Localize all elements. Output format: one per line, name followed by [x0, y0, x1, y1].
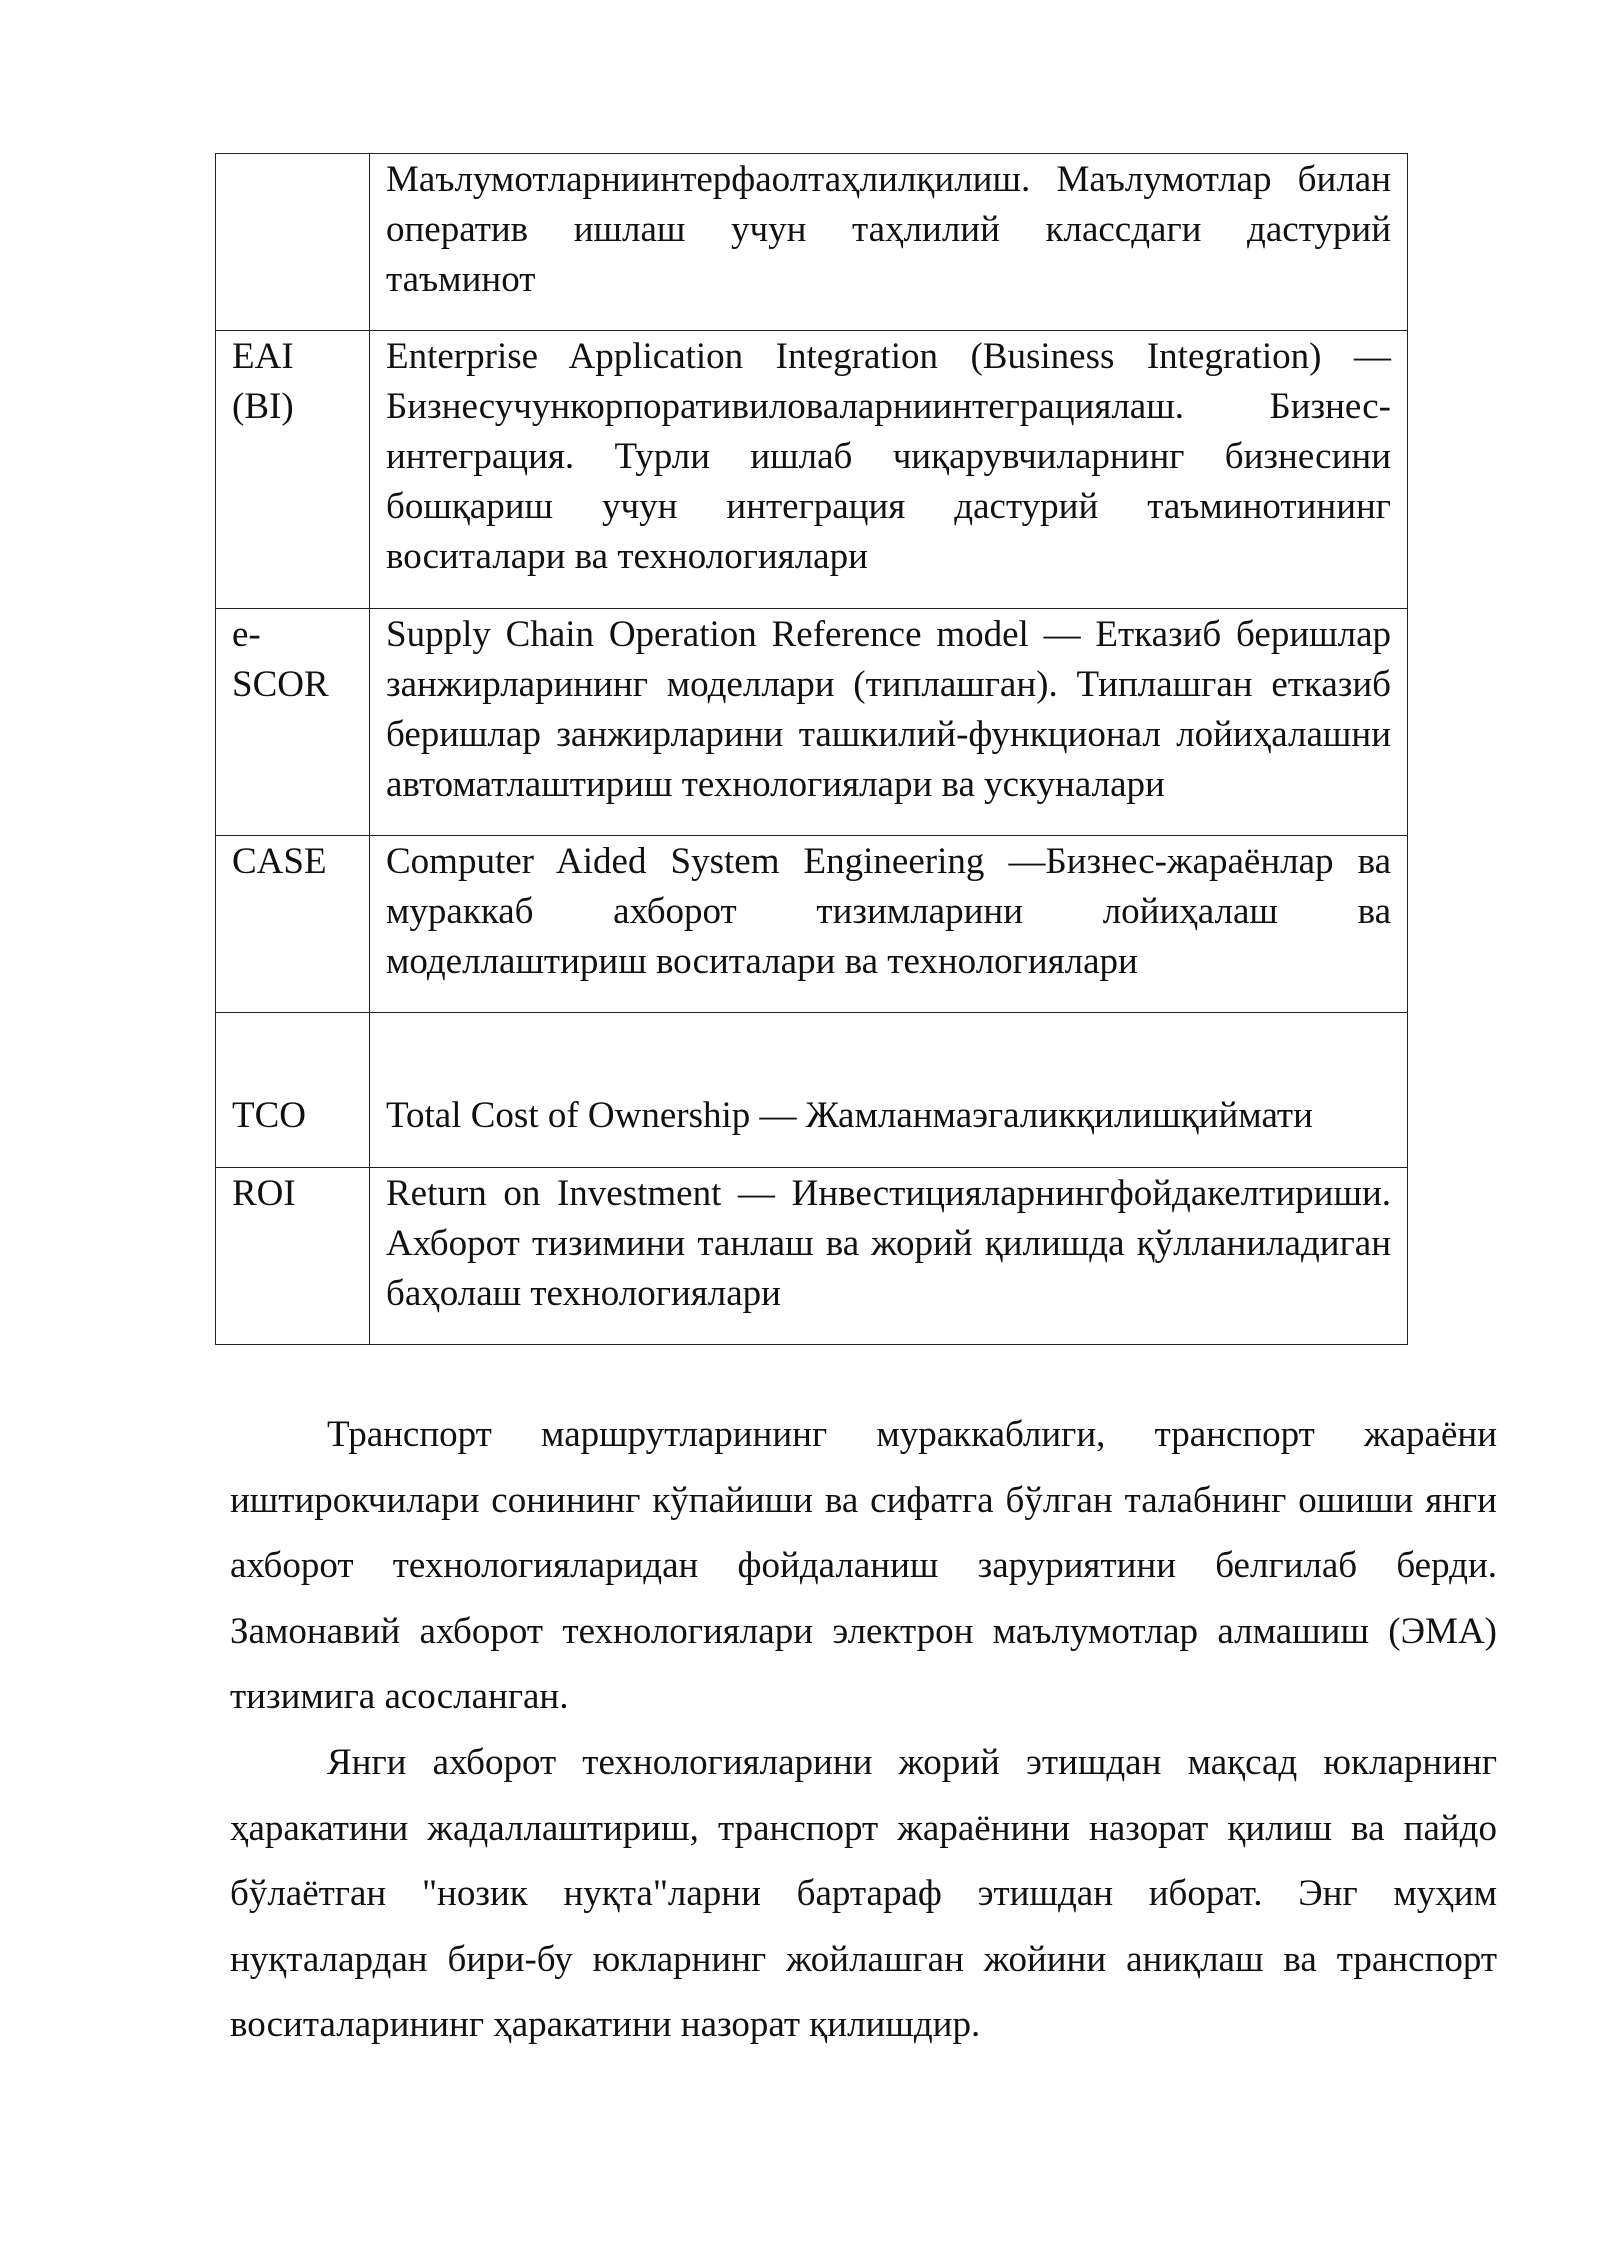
- term-line: EAI: [232, 336, 294, 377]
- table-row: [216, 331, 1408, 609]
- term-line: SCOR: [232, 664, 329, 705]
- definition-line: таъминот: [386, 259, 536, 300]
- term-cell: [216, 331, 370, 609]
- paragraph-line: Транспорт маршрутларининг мураккаблиги, транспорт жараёни: [327, 1414, 1497, 1455]
- paragraph-line: иштирокчилари сонининг кўпайиши ва сифатга бўлган талабнинг ошиши янги: [230, 1479, 1497, 1521]
- term-line: ROI: [232, 1173, 296, 1214]
- paragraph-line: Янги ахборот технологияларини жорий этишдан мақсад юкларнинг: [327, 1742, 1497, 1783]
- table-row: [216, 1013, 1408, 1168]
- glossary-table: [215, 153, 1408, 1345]
- table-row: [216, 609, 1408, 836]
- paragraph-line: тизимига асосланган.: [230, 1676, 569, 1717]
- paragraph-line: бўлаётган "нозик нуқта"ларни бартараф этишдан иборат. Энг муҳим: [230, 1873, 1497, 1914]
- term-cell: [216, 154, 370, 331]
- paragraph-line: ахборот технологияларидан фойдаланиш заруриятини белгилаб берди.: [230, 1545, 1497, 1586]
- definition-line: бошқариш учун интеграция дастурий таъминотининг: [386, 486, 1391, 527]
- definition-line: мураккаб ахборот тизимларини лойиҳалаш ва: [386, 891, 1391, 932]
- term-line: CASE: [232, 841, 327, 882]
- table-row: [216, 154, 1408, 331]
- table-row: [216, 836, 1408, 1013]
- definition-cell: [370, 836, 1408, 1013]
- definition-line: Return on Investment — Инвестицияларнингфойдакелтириши.: [386, 1173, 1391, 1214]
- term-line: (BI): [232, 386, 294, 427]
- definition-line: Computer Aided System Engineering —Бизнес-жараёнлар ва: [386, 841, 1391, 882]
- definition-line: Ахборот тизимини танлаш ва жорий қилишда қўлланиладиган: [386, 1223, 1391, 1264]
- definition-line: Маълумотларниинтерфаолтаҳлилқилиш. Маълумотлар билан: [386, 159, 1391, 200]
- definition-line: баҳолаш технологиялари: [386, 1273, 781, 1314]
- definition-line: Enterprise Application Integration (Business Integration) —: [386, 336, 1391, 377]
- definition-cell: [370, 1013, 1408, 1168]
- definition-cell: [370, 154, 1408, 331]
- definition-cell: [370, 609, 1408, 836]
- definition-line: беришлар занжирларини ташкилий-функционал лойиҳалашни: [386, 714, 1391, 755]
- definition-line: занжирларининг моделлари (типлашган). Типлашган етказиб: [386, 664, 1391, 705]
- definition-line: моделлаштириш воситалари ва технологиялари: [386, 941, 1138, 982]
- definition-cell: [370, 1168, 1408, 1345]
- term-cell: [216, 836, 370, 1013]
- term-cell: [216, 1168, 370, 1345]
- body-paragraph: [230, 1402, 1497, 1730]
- definition-line: Supply Chain Operation Reference model — Етказиб беришлар: [386, 614, 1391, 655]
- definition-line: оператив ишлаш учун таҳлилий классдаги дастурий: [386, 209, 1391, 250]
- definition-line: Total Cost of Ownership — Жамланмаэгаликқилишқиймати: [386, 1095, 1313, 1136]
- paragraph-line: Замонавий ахборот технологиялари электрон маълумотлар алмашиш (ЭМА): [230, 1610, 1497, 1652]
- paragraph-line: ҳаракатини жадаллаштириш, транспорт жараёнини назорат қилиш ва пайдо: [230, 1807, 1497, 1849]
- paragraph-line: нуқталардан бири-бу юкларнинг жойлашган жойини аниқлаш ва транспорт: [230, 1938, 1497, 1980]
- definition-line: автоматлаштириш технологиялари ва ускуналари: [386, 764, 1165, 805]
- term-line: TCO: [232, 1095, 306, 1136]
- definition-line: воситалари ва технологиялари: [386, 536, 868, 577]
- body-paragraph: [230, 1730, 1497, 2058]
- term-cell: [216, 1013, 370, 1168]
- definition-cell: [370, 331, 1408, 609]
- table-row: [216, 1168, 1408, 1345]
- definition-line: Бизнесучункорпоративиловаларниинтеграциялаш. Бизнес-: [386, 386, 1391, 427]
- definition-line: интеграция. Турли ишлаб чиқарувчиларнинг бизнесини: [386, 436, 1391, 477]
- paragraph-line: воситаларининг ҳаракатини назорат қилишдир.: [230, 2004, 981, 2045]
- term-line: e-: [232, 614, 261, 655]
- term-cell: [216, 609, 370, 836]
